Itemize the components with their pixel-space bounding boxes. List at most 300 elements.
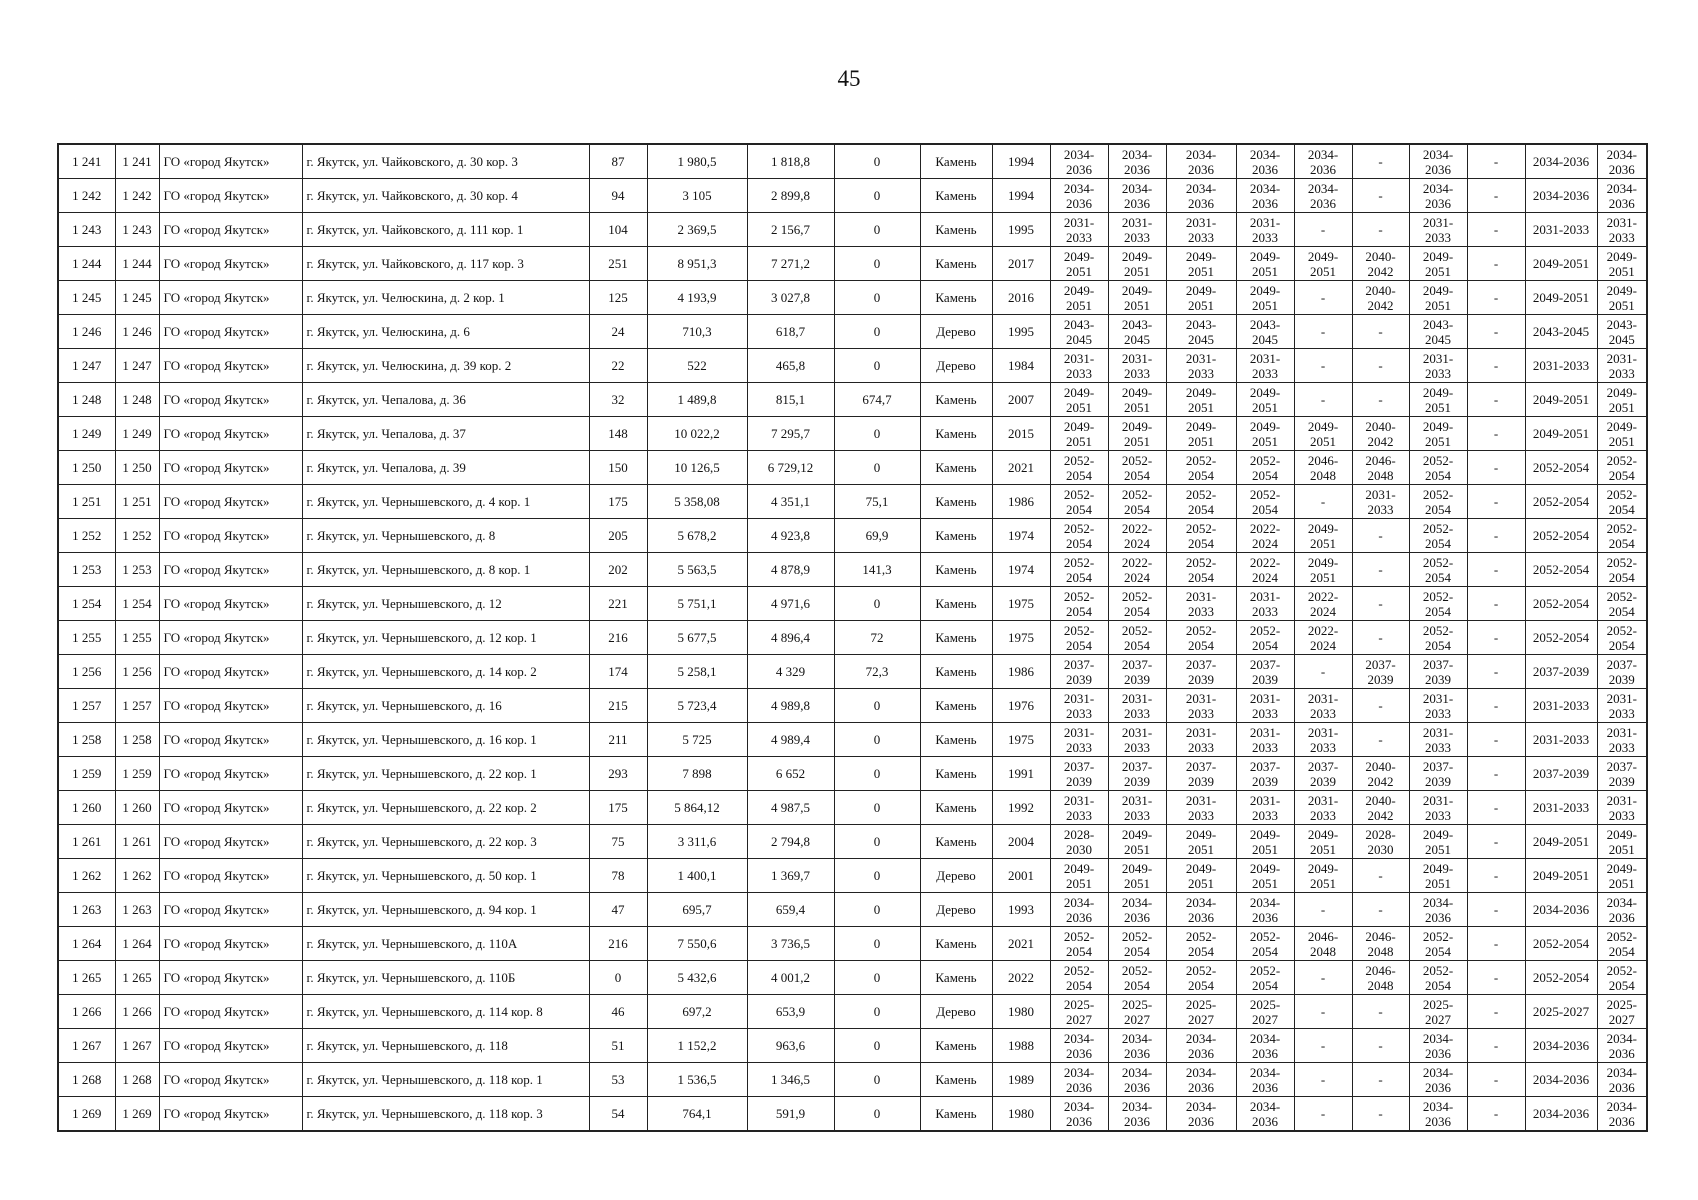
work-period-10-cell: 2052- 2054 bbox=[1597, 927, 1647, 961]
build-year-cell: 1994 bbox=[992, 144, 1050, 179]
object-number-cell: 1 269 bbox=[115, 1097, 159, 1132]
work-period-7-cell: 2031- 2033 bbox=[1409, 213, 1467, 247]
address-cell: г. Якутск, ул. Чепалова, д. 37 bbox=[302, 417, 589, 451]
work-period-7-cell: 2025- 2027 bbox=[1409, 995, 1467, 1029]
work-period-4-cell: 2025- 2027 bbox=[1236, 995, 1294, 1029]
table-row bbox=[58, 655, 1647, 689]
work-period-5-cell: 2022- 2024 bbox=[1294, 621, 1352, 655]
work-period-4-cell: 2031- 2033 bbox=[1236, 213, 1294, 247]
work-period-4-cell: 2049- 2051 bbox=[1236, 383, 1294, 417]
work-period-7-cell: 2049- 2051 bbox=[1409, 417, 1467, 451]
residents-cell: 54 bbox=[589, 1097, 647, 1132]
object-number-cell: 1 257 bbox=[115, 689, 159, 723]
work-period-3-cell: 2034- 2036 bbox=[1166, 144, 1236, 179]
wall-material-cell: Камень bbox=[920, 757, 992, 791]
work-period-9-cell: 2031-2033 bbox=[1525, 213, 1597, 247]
work-period-8-cell: - bbox=[1467, 1097, 1525, 1132]
living-area-cell: 963,6 bbox=[747, 1029, 834, 1063]
residents-cell: 216 bbox=[589, 927, 647, 961]
work-period-2-cell: 2034- 2036 bbox=[1108, 1063, 1166, 1097]
row-number-cell: 1 252 bbox=[58, 519, 115, 553]
total-area-cell: 5 864,12 bbox=[647, 791, 747, 825]
nonresidential-area-cell: 0 bbox=[834, 451, 920, 485]
row-number-cell: 1 242 bbox=[58, 179, 115, 213]
work-period-8-cell: - bbox=[1467, 315, 1525, 349]
address-cell: г. Якутск, ул. Чернышевского, д. 12 bbox=[302, 587, 589, 621]
address-cell: г. Якутск, ул. Чернышевского, д. 118 кор. 1 bbox=[302, 1063, 589, 1097]
residents-cell: 125 bbox=[589, 281, 647, 315]
work-period-4-cell: 2031- 2033 bbox=[1236, 349, 1294, 383]
total-area-cell: 5 751,1 bbox=[647, 587, 747, 621]
address-cell: г. Якутск, ул. Чернышевского, д. 110Б bbox=[302, 961, 589, 995]
table-row bbox=[58, 995, 1647, 1029]
work-period-6-cell: 2040- 2042 bbox=[1352, 281, 1409, 315]
municipality-cell: ГО «город Якутск» bbox=[159, 587, 302, 621]
work-period-5-cell: 2049- 2051 bbox=[1294, 519, 1352, 553]
work-period-9-cell: 2031-2033 bbox=[1525, 349, 1597, 383]
work-period-7-cell: 2049- 2051 bbox=[1409, 859, 1467, 893]
work-period-7-cell: 2052- 2054 bbox=[1409, 519, 1467, 553]
residents-cell: 51 bbox=[589, 1029, 647, 1063]
work-period-3-cell: 2043- 2045 bbox=[1166, 315, 1236, 349]
table-row bbox=[58, 587, 1647, 621]
municipality-cell: ГО «город Якутск» bbox=[159, 723, 302, 757]
work-period-6-cell: - bbox=[1352, 179, 1409, 213]
work-period-6-cell: - bbox=[1352, 587, 1409, 621]
work-period-5-cell: - bbox=[1294, 349, 1352, 383]
work-period-10-cell: 2034- 2036 bbox=[1597, 1029, 1647, 1063]
municipality-cell: ГО «город Якутск» bbox=[159, 689, 302, 723]
address-cell: г. Якутск, ул. Чепалова, д. 36 bbox=[302, 383, 589, 417]
work-period-1-cell: 2043- 2045 bbox=[1050, 315, 1108, 349]
work-period-5-cell: - bbox=[1294, 1029, 1352, 1063]
residents-cell: 78 bbox=[589, 859, 647, 893]
object-number-cell: 1 264 bbox=[115, 927, 159, 961]
row-number-cell: 1 243 bbox=[58, 213, 115, 247]
work-period-4-cell: 2031- 2033 bbox=[1236, 791, 1294, 825]
work-period-6-cell: - bbox=[1352, 859, 1409, 893]
work-period-4-cell: 2034- 2036 bbox=[1236, 1063, 1294, 1097]
work-period-1-cell: 2034- 2036 bbox=[1050, 1029, 1108, 1063]
work-period-3-cell: 2034- 2036 bbox=[1166, 1029, 1236, 1063]
municipality-cell: ГО «город Якутск» bbox=[159, 961, 302, 995]
nonresidential-area-cell: 0 bbox=[834, 144, 920, 179]
nonresidential-area-cell: 0 bbox=[834, 247, 920, 281]
work-period-6-cell: - bbox=[1352, 1029, 1409, 1063]
work-period-3-cell: 2049- 2051 bbox=[1166, 859, 1236, 893]
work-period-8-cell: - bbox=[1467, 213, 1525, 247]
municipality-cell: ГО «город Якутск» bbox=[159, 825, 302, 859]
object-number-cell: 1 251 bbox=[115, 485, 159, 519]
work-period-7-cell: 2052- 2054 bbox=[1409, 961, 1467, 995]
living-area-cell: 3 736,5 bbox=[747, 927, 834, 961]
work-period-4-cell: 2052- 2054 bbox=[1236, 927, 1294, 961]
municipality-cell: ГО «город Якутск» bbox=[159, 451, 302, 485]
build-year-cell: 1988 bbox=[992, 1029, 1050, 1063]
object-number-cell: 1 250 bbox=[115, 451, 159, 485]
work-period-3-cell: 2052- 2054 bbox=[1166, 961, 1236, 995]
work-period-10-cell: 2049- 2051 bbox=[1597, 247, 1647, 281]
municipality-cell: ГО «город Якутск» bbox=[159, 144, 302, 179]
work-period-8-cell: - bbox=[1467, 995, 1525, 1029]
work-period-9-cell: 2052-2054 bbox=[1525, 587, 1597, 621]
build-year-cell: 2007 bbox=[992, 383, 1050, 417]
row-number-cell: 1 255 bbox=[58, 621, 115, 655]
table-row bbox=[58, 893, 1647, 927]
residents-cell: 293 bbox=[589, 757, 647, 791]
work-period-8-cell: - bbox=[1467, 519, 1525, 553]
living-area-cell: 1 346,5 bbox=[747, 1063, 834, 1097]
work-period-9-cell: 2052-2054 bbox=[1525, 621, 1597, 655]
work-period-5-cell: 2049- 2051 bbox=[1294, 417, 1352, 451]
wall-material-cell: Камень bbox=[920, 247, 992, 281]
work-period-1-cell: 2052- 2054 bbox=[1050, 485, 1108, 519]
object-number-cell: 1 248 bbox=[115, 383, 159, 417]
work-period-3-cell: 2034- 2036 bbox=[1166, 179, 1236, 213]
municipality-cell: ГО «город Якутск» bbox=[159, 621, 302, 655]
table-row bbox=[58, 553, 1647, 587]
work-period-10-cell: 2043- 2045 bbox=[1597, 315, 1647, 349]
row-number-cell: 1 266 bbox=[58, 995, 115, 1029]
wall-material-cell: Камень bbox=[920, 144, 992, 179]
work-period-5-cell: 2049- 2051 bbox=[1294, 553, 1352, 587]
row-number-cell: 1 249 bbox=[58, 417, 115, 451]
object-number-cell: 1 258 bbox=[115, 723, 159, 757]
address-cell: г. Якутск, ул. Челюскина, д. 6 bbox=[302, 315, 589, 349]
residents-cell: 174 bbox=[589, 655, 647, 689]
address-cell: г. Якутск, ул. Чернышевского, д. 118 bbox=[302, 1029, 589, 1063]
work-period-1-cell: 2031- 2033 bbox=[1050, 791, 1108, 825]
row-number-cell: 1 253 bbox=[58, 553, 115, 587]
work-period-5-cell: 2049- 2051 bbox=[1294, 859, 1352, 893]
work-period-8-cell: - bbox=[1467, 349, 1525, 383]
work-period-4-cell: 2034- 2036 bbox=[1236, 144, 1294, 179]
work-period-3-cell: 2025- 2027 bbox=[1166, 995, 1236, 1029]
work-period-2-cell: 2031- 2033 bbox=[1108, 213, 1166, 247]
total-area-cell: 1 400,1 bbox=[647, 859, 747, 893]
table-row bbox=[58, 247, 1647, 281]
object-number-cell: 1 260 bbox=[115, 791, 159, 825]
table-row bbox=[58, 757, 1647, 791]
address-cell: г. Якутск, ул. Чернышевского, д. 8 кор. 1 bbox=[302, 553, 589, 587]
nonresidential-area-cell: 0 bbox=[834, 213, 920, 247]
table-row bbox=[58, 519, 1647, 553]
object-number-cell: 1 243 bbox=[115, 213, 159, 247]
build-year-cell: 2022 bbox=[992, 961, 1050, 995]
work-period-5-cell: - bbox=[1294, 1097, 1352, 1132]
living-area-cell: 2 899,8 bbox=[747, 179, 834, 213]
work-period-1-cell: 2052- 2054 bbox=[1050, 553, 1108, 587]
address-cell: г. Якутск, ул. Чайковского, д. 117 кор. 3 bbox=[302, 247, 589, 281]
wall-material-cell: Дерево bbox=[920, 859, 992, 893]
nonresidential-area-cell: 674,7 bbox=[834, 383, 920, 417]
residents-cell: 175 bbox=[589, 791, 647, 825]
work-period-9-cell: 2049-2051 bbox=[1525, 825, 1597, 859]
table-row bbox=[58, 485, 1647, 519]
residents-cell: 216 bbox=[589, 621, 647, 655]
municipality-cell: ГО «город Якутск» bbox=[159, 893, 302, 927]
wall-material-cell: Камень bbox=[920, 587, 992, 621]
work-period-5-cell: - bbox=[1294, 961, 1352, 995]
work-period-7-cell: 2034- 2036 bbox=[1409, 1063, 1467, 1097]
work-period-7-cell: 2052- 2054 bbox=[1409, 553, 1467, 587]
residents-cell: 47 bbox=[589, 893, 647, 927]
wall-material-cell: Камень bbox=[920, 417, 992, 451]
municipality-cell: ГО «город Якутск» bbox=[159, 1097, 302, 1132]
work-period-2-cell: 2052- 2054 bbox=[1108, 927, 1166, 961]
nonresidential-area-cell: 0 bbox=[834, 791, 920, 825]
work-period-8-cell: - bbox=[1467, 485, 1525, 519]
living-area-cell: 7 271,2 bbox=[747, 247, 834, 281]
work-period-6-cell: 2046- 2048 bbox=[1352, 961, 1409, 995]
residents-cell: 202 bbox=[589, 553, 647, 587]
work-period-9-cell: 2034-2036 bbox=[1525, 1097, 1597, 1132]
work-period-4-cell: 2022- 2024 bbox=[1236, 553, 1294, 587]
work-period-10-cell: 2049- 2051 bbox=[1597, 859, 1647, 893]
work-period-3-cell: 2031- 2033 bbox=[1166, 213, 1236, 247]
work-period-4-cell: 2031- 2033 bbox=[1236, 587, 1294, 621]
work-period-10-cell: 2034- 2036 bbox=[1597, 1063, 1647, 1097]
work-period-4-cell: 2043- 2045 bbox=[1236, 315, 1294, 349]
object-number-cell: 1 266 bbox=[115, 995, 159, 1029]
work-period-8-cell: - bbox=[1467, 655, 1525, 689]
work-period-1-cell: 2052- 2054 bbox=[1050, 519, 1108, 553]
work-period-7-cell: 2034- 2036 bbox=[1409, 1029, 1467, 1063]
work-period-10-cell: 2031- 2033 bbox=[1597, 689, 1647, 723]
work-period-4-cell: 2031- 2033 bbox=[1236, 689, 1294, 723]
object-number-cell: 1 249 bbox=[115, 417, 159, 451]
work-period-5-cell: 2031- 2033 bbox=[1294, 689, 1352, 723]
wall-material-cell: Камень bbox=[920, 1063, 992, 1097]
work-period-9-cell: 2052-2054 bbox=[1525, 927, 1597, 961]
living-area-cell: 3 027,8 bbox=[747, 281, 834, 315]
work-period-2-cell: 2052- 2054 bbox=[1108, 587, 1166, 621]
work-period-9-cell: 2052-2054 bbox=[1525, 485, 1597, 519]
living-area-cell: 1 818,8 bbox=[747, 144, 834, 179]
nonresidential-area-cell: 0 bbox=[834, 723, 920, 757]
municipality-cell: ГО «город Якутск» bbox=[159, 757, 302, 791]
municipality-cell: ГО «город Якутск» bbox=[159, 995, 302, 1029]
municipality-cell: ГО «город Якутск» bbox=[159, 485, 302, 519]
work-period-8-cell: - bbox=[1467, 383, 1525, 417]
address-cell: г. Якутск, ул. Чайковского, д. 30 кор. 4 bbox=[302, 179, 589, 213]
total-area-cell: 8 951,3 bbox=[647, 247, 747, 281]
municipality-cell: ГО «город Якутск» bbox=[159, 859, 302, 893]
work-period-8-cell: - bbox=[1467, 144, 1525, 179]
build-year-cell: 1974 bbox=[992, 553, 1050, 587]
work-period-1-cell: 2028- 2030 bbox=[1050, 825, 1108, 859]
build-year-cell: 1992 bbox=[992, 791, 1050, 825]
work-period-3-cell: 2031- 2033 bbox=[1166, 723, 1236, 757]
work-period-3-cell: 2052- 2054 bbox=[1166, 519, 1236, 553]
work-period-10-cell: 2052- 2054 bbox=[1597, 485, 1647, 519]
row-number-cell: 1 257 bbox=[58, 689, 115, 723]
wall-material-cell: Камень bbox=[920, 689, 992, 723]
object-number-cell: 1 242 bbox=[115, 179, 159, 213]
nonresidential-area-cell: 0 bbox=[834, 995, 920, 1029]
work-period-9-cell: 2037-2039 bbox=[1525, 757, 1597, 791]
build-year-cell: 1995 bbox=[992, 213, 1050, 247]
municipality-cell: ГО «город Якутск» bbox=[159, 315, 302, 349]
object-number-cell: 1 253 bbox=[115, 553, 159, 587]
row-number-cell: 1 264 bbox=[58, 927, 115, 961]
wall-material-cell: Камень bbox=[920, 723, 992, 757]
address-cell: г. Якутск, ул. Чернышевского, д. 16 кор. 1 bbox=[302, 723, 589, 757]
work-period-7-cell: 2031- 2033 bbox=[1409, 791, 1467, 825]
address-cell: г. Якутск, ул. Чернышевского, д. 22 кор. 1 bbox=[302, 757, 589, 791]
work-period-5-cell: 2031- 2033 bbox=[1294, 723, 1352, 757]
row-number-cell: 1 258 bbox=[58, 723, 115, 757]
work-period-5-cell: 2031- 2033 bbox=[1294, 791, 1352, 825]
wall-material-cell: Камень bbox=[920, 825, 992, 859]
work-period-8-cell: - bbox=[1467, 621, 1525, 655]
work-period-9-cell: 2031-2033 bbox=[1525, 723, 1597, 757]
row-number-cell: 1 262 bbox=[58, 859, 115, 893]
nonresidential-area-cell: 0 bbox=[834, 315, 920, 349]
work-period-10-cell: 2031- 2033 bbox=[1597, 349, 1647, 383]
row-number-cell: 1 244 bbox=[58, 247, 115, 281]
wall-material-cell: Камень bbox=[920, 485, 992, 519]
residents-cell: 75 bbox=[589, 825, 647, 859]
address-cell: г. Якутск, ул. Чернышевского, д. 50 кор. 1 bbox=[302, 859, 589, 893]
table-row bbox=[58, 689, 1647, 723]
build-year-cell: 1975 bbox=[992, 621, 1050, 655]
work-period-6-cell: - bbox=[1352, 723, 1409, 757]
work-period-6-cell: - bbox=[1352, 621, 1409, 655]
row-number-cell: 1 254 bbox=[58, 587, 115, 621]
wall-material-cell: Дерево bbox=[920, 893, 992, 927]
work-period-6-cell: - bbox=[1352, 315, 1409, 349]
nonresidential-area-cell: 0 bbox=[834, 179, 920, 213]
work-period-8-cell: - bbox=[1467, 1029, 1525, 1063]
nonresidential-area-cell: 0 bbox=[834, 1029, 920, 1063]
work-period-7-cell: 2049- 2051 bbox=[1409, 825, 1467, 859]
work-period-7-cell: 2052- 2054 bbox=[1409, 485, 1467, 519]
work-period-6-cell: 2028- 2030 bbox=[1352, 825, 1409, 859]
work-period-9-cell: 2031-2033 bbox=[1525, 689, 1597, 723]
municipality-cell: ГО «город Якутск» bbox=[159, 1029, 302, 1063]
work-period-2-cell: 2031- 2033 bbox=[1108, 689, 1166, 723]
work-period-9-cell: 2049-2051 bbox=[1525, 859, 1597, 893]
work-period-2-cell: 2034- 2036 bbox=[1108, 1097, 1166, 1132]
work-period-6-cell: - bbox=[1352, 1097, 1409, 1132]
work-period-8-cell: - bbox=[1467, 1063, 1525, 1097]
work-period-6-cell: 2046- 2048 bbox=[1352, 927, 1409, 961]
work-period-2-cell: 2049- 2051 bbox=[1108, 859, 1166, 893]
work-period-1-cell: 2034- 2036 bbox=[1050, 179, 1108, 213]
nonresidential-area-cell: 0 bbox=[834, 893, 920, 927]
work-period-5-cell: - bbox=[1294, 655, 1352, 689]
residents-cell: 211 bbox=[589, 723, 647, 757]
living-area-cell: 6 729,12 bbox=[747, 451, 834, 485]
work-period-8-cell: - bbox=[1467, 757, 1525, 791]
work-period-1-cell: 2049- 2051 bbox=[1050, 859, 1108, 893]
work-period-8-cell: - bbox=[1467, 723, 1525, 757]
address-cell: г. Якутск, ул. Чайковского, д. 30 кор. 3 bbox=[302, 144, 589, 179]
work-period-6-cell: - bbox=[1352, 349, 1409, 383]
work-period-7-cell: 2037- 2039 bbox=[1409, 757, 1467, 791]
build-year-cell: 1974 bbox=[992, 519, 1050, 553]
total-area-cell: 5 563,5 bbox=[647, 553, 747, 587]
table-row bbox=[58, 1097, 1647, 1132]
work-period-5-cell: - bbox=[1294, 281, 1352, 315]
work-period-1-cell: 2031- 2033 bbox=[1050, 349, 1108, 383]
work-period-3-cell: 2037- 2039 bbox=[1166, 655, 1236, 689]
build-year-cell: 2004 bbox=[992, 825, 1050, 859]
work-period-8-cell: - bbox=[1467, 553, 1525, 587]
nonresidential-area-cell: 0 bbox=[834, 587, 920, 621]
nonresidential-area-cell: 72 bbox=[834, 621, 920, 655]
work-period-5-cell: 2049- 2051 bbox=[1294, 247, 1352, 281]
nonresidential-area-cell: 0 bbox=[834, 349, 920, 383]
work-period-6-cell: 2031- 2033 bbox=[1352, 485, 1409, 519]
object-number-cell: 1 256 bbox=[115, 655, 159, 689]
object-number-cell: 1 245 bbox=[115, 281, 159, 315]
work-period-6-cell: - bbox=[1352, 893, 1409, 927]
nonresidential-area-cell: 0 bbox=[834, 417, 920, 451]
work-period-10-cell: 2025- 2027 bbox=[1597, 995, 1647, 1029]
wall-material-cell: Дерево bbox=[920, 995, 992, 1029]
wall-material-cell: Камень bbox=[920, 1097, 992, 1132]
work-period-2-cell: 2037- 2039 bbox=[1108, 655, 1166, 689]
work-period-4-cell: 2052- 2054 bbox=[1236, 451, 1294, 485]
work-period-2-cell: 2043- 2045 bbox=[1108, 315, 1166, 349]
work-period-8-cell: - bbox=[1467, 451, 1525, 485]
work-period-5-cell: 2022- 2024 bbox=[1294, 587, 1352, 621]
object-number-cell: 1 252 bbox=[115, 519, 159, 553]
row-number-cell: 1 241 bbox=[58, 144, 115, 179]
object-number-cell: 1 254 bbox=[115, 587, 159, 621]
residents-cell: 94 bbox=[589, 179, 647, 213]
row-number-cell: 1 246 bbox=[58, 315, 115, 349]
wall-material-cell: Камень bbox=[920, 961, 992, 995]
wall-material-cell: Камень bbox=[920, 927, 992, 961]
living-area-cell: 2 794,8 bbox=[747, 825, 834, 859]
work-period-10-cell: 2034- 2036 bbox=[1597, 144, 1647, 179]
build-year-cell: 1991 bbox=[992, 757, 1050, 791]
housing-register-table bbox=[57, 143, 1648, 1132]
work-period-5-cell: - bbox=[1294, 995, 1352, 1029]
address-cell: г. Якутск, ул. Чернышевского, д. 8 bbox=[302, 519, 589, 553]
total-area-cell: 10 022,2 bbox=[647, 417, 747, 451]
living-area-cell: 4 896,4 bbox=[747, 621, 834, 655]
work-period-5-cell: 2046- 2048 bbox=[1294, 927, 1352, 961]
row-number-cell: 1 247 bbox=[58, 349, 115, 383]
work-period-10-cell: 2052- 2054 bbox=[1597, 451, 1647, 485]
municipality-cell: ГО «город Якутск» bbox=[159, 519, 302, 553]
work-period-1-cell: 2049- 2051 bbox=[1050, 383, 1108, 417]
work-period-6-cell: - bbox=[1352, 144, 1409, 179]
residents-cell: 205 bbox=[589, 519, 647, 553]
residents-cell: 24 bbox=[589, 315, 647, 349]
work-period-3-cell: 2049- 2051 bbox=[1166, 383, 1236, 417]
living-area-cell: 1 369,7 bbox=[747, 859, 834, 893]
nonresidential-area-cell: 0 bbox=[834, 1097, 920, 1132]
work-period-4-cell: 2034- 2036 bbox=[1236, 893, 1294, 927]
work-period-6-cell: 2040- 2042 bbox=[1352, 757, 1409, 791]
table-row bbox=[58, 723, 1647, 757]
work-period-6-cell: 2040- 2042 bbox=[1352, 417, 1409, 451]
work-period-9-cell: 2025-2027 bbox=[1525, 995, 1597, 1029]
residents-cell: 104 bbox=[589, 213, 647, 247]
living-area-cell: 6 652 bbox=[747, 757, 834, 791]
work-period-1-cell: 2052- 2054 bbox=[1050, 927, 1108, 961]
residents-cell: 215 bbox=[589, 689, 647, 723]
total-area-cell: 5 723,4 bbox=[647, 689, 747, 723]
work-period-3-cell: 2031- 2033 bbox=[1166, 689, 1236, 723]
work-period-8-cell: - bbox=[1467, 689, 1525, 723]
total-area-cell: 1 980,5 bbox=[647, 144, 747, 179]
